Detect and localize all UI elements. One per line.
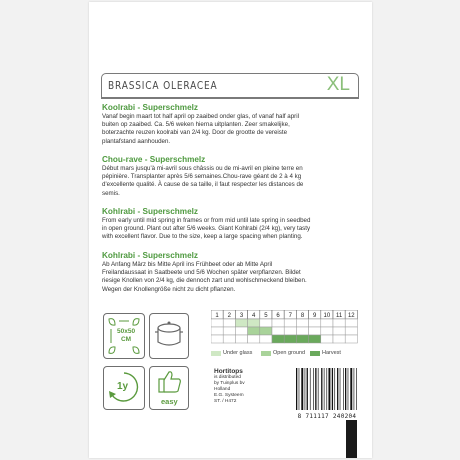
calendar-cell	[333, 335, 345, 343]
calendar-cell	[309, 327, 321, 335]
barcode-bar	[313, 368, 314, 410]
calendar-cell	[321, 327, 333, 335]
calendar-cell	[333, 327, 345, 335]
calendar-cell	[272, 327, 284, 335]
barcode-bar	[340, 368, 341, 410]
calendar-month-label: 2	[227, 313, 231, 319]
calendar-cell	[333, 319, 345, 327]
calendar-month-label: 4	[252, 313, 256, 319]
calendar-cell	[235, 319, 247, 327]
calendar-cell	[272, 335, 284, 343]
barcode-bar	[296, 368, 297, 410]
calendar-cell	[309, 319, 321, 327]
calendar-month-label: 9	[313, 313, 317, 319]
sowing-calendar	[211, 310, 361, 370]
calendar-cell	[248, 335, 260, 343]
lifespan-label: 1y	[117, 381, 129, 392]
section-title: Koolrabi - Superschmelz	[102, 103, 198, 112]
barcode-bar	[301, 368, 303, 410]
section-dutch	[102, 103, 360, 146]
barcode-bar	[348, 368, 349, 410]
calendar-cell	[272, 319, 284, 327]
section-title: Chou-rave - Superschmelz	[102, 155, 206, 164]
calendar-month-label: 5	[264, 313, 268, 319]
pot-icon	[149, 313, 189, 359]
calendar-cell	[345, 335, 357, 343]
legend-open-ground: Open ground	[273, 350, 306, 356]
calendar-cell	[260, 319, 272, 327]
calendar-cell	[321, 335, 333, 343]
calendar-cell	[235, 335, 247, 343]
barcode-bar	[318, 368, 319, 410]
barcode	[294, 368, 360, 420]
calendar-month-label: 6	[276, 313, 280, 319]
barcode-bar	[356, 368, 357, 410]
barcode-bar	[334, 368, 335, 410]
species-name: BRASSICA OLERACEA	[108, 79, 218, 92]
section-german	[102, 251, 360, 294]
calendar-cell	[235, 327, 247, 335]
section-english	[102, 207, 360, 242]
calendar-cell	[284, 319, 296, 327]
calendar-cell	[211, 319, 223, 327]
lifespan-icon	[103, 366, 145, 410]
spacing-icon	[103, 313, 145, 359]
size-badge: XL	[326, 74, 350, 95]
legend-under-glass: Under glass	[223, 350, 253, 356]
calendar-cell	[260, 335, 272, 343]
barcode-bar	[326, 368, 327, 410]
section-body: Vanaf begin maart tot half april op zaaibed onder glas, of vanaf half april buiten op zaaibed. Ca. 5/6 weken hierna uitplanten. Zeer smakelijke, boterzachte reuzen koolrabi van 2/4 kg. Door de grootte de vereiste plantafstand aanhouden.	[102, 113, 299, 145]
barcode-bar	[307, 368, 308, 410]
calendar-cell	[223, 319, 235, 327]
calendar-cell	[211, 335, 223, 343]
barcode-bar	[299, 368, 300, 410]
calendar-month-label: 3	[239, 313, 244, 319]
barcode-digits: 8 711117 240204	[297, 413, 357, 420]
barcode-bar	[354, 368, 355, 410]
calendar-cell	[284, 327, 296, 335]
barcode-bar	[315, 368, 316, 410]
barcode-bar	[343, 368, 344, 410]
calendar-month-label: 7	[288, 313, 292, 319]
spacing-label: 50x50 CM	[117, 328, 136, 343]
barcode-bar	[310, 368, 311, 410]
barcode-bar	[350, 368, 352, 410]
calendar-cell	[248, 327, 260, 335]
legend-swatch-open-ground	[261, 351, 271, 356]
barcode-bar	[328, 368, 330, 410]
calendar-cell	[284, 335, 296, 343]
calendar-cell	[309, 335, 321, 343]
barcode-bar	[332, 368, 333, 410]
calendar-month-label: 11	[335, 313, 343, 319]
packet-marker	[346, 420, 357, 458]
calendar-cell	[296, 327, 308, 335]
section-body: Début mars jusqu'à mi-avril sous châssis ou de mi-avril en pleine terre en pépinière. Transplanter après 5/6 semaines.Chou-rave géant de 2 à 4 kg d'excellente qualité. À cause de sa taille, il faut respecter les distances de semis.	[102, 165, 304, 197]
barcode-bar	[305, 368, 306, 410]
legend-harvest: Harvest	[322, 350, 341, 356]
calendar-cell	[248, 319, 260, 327]
barcode-bar	[345, 368, 346, 410]
calendar-month-label: 10	[323, 313, 331, 319]
section-body: From early until mid spring in frames or from mid until late spring in seedbed in open ground. Plant out after 5/6 weeks. Giant Kohlrabi (2/4 kg), very tasty with excellent flavor. Due to the size, keep a large spacing when planting.	[102, 217, 311, 241]
calendar-cell	[211, 327, 223, 335]
calendar-month-label: 1	[215, 313, 219, 319]
difficulty-label: easy	[161, 397, 178, 406]
section-body: Ab Anfang März bis Mitte April ins Frühbeet oder ab Mitte April Freilandaussaat in Saatbeete und 5/6 Wochen später verpflanzen. Bildet riesige Knollen von 2/4 kg, die dennoch zart und wohlschmeckend bleiben. Wegen der Knollengröße nicht zu dicht pflanzen.	[102, 261, 307, 293]
section-title: Kohlrabi - Superschmelz	[102, 251, 198, 260]
calendar-cell	[223, 335, 235, 343]
legend-swatch-harvest	[310, 351, 320, 356]
barcode-bar	[321, 368, 322, 410]
calendar-cell	[260, 327, 272, 335]
calendar-cell	[296, 335, 308, 343]
seed-packet-back	[89, 2, 372, 458]
calendar-cell	[345, 319, 357, 327]
barcode-bar	[337, 368, 338, 410]
legend-swatch-under-glass	[211, 351, 221, 356]
barcode-bars	[294, 368, 360, 412]
icons-area	[101, 310, 189, 414]
company-info: Hortitops is distributed by Tuinplus bv Holland E.G. Systeem ST. / H472	[214, 368, 274, 405]
calendar-cell	[345, 327, 357, 335]
section-french	[102, 155, 360, 198]
barcode-bar	[324, 368, 325, 410]
thumbs-up-icon	[149, 366, 189, 410]
calendar-month-label: 12	[347, 313, 355, 319]
calendar-grid	[211, 310, 361, 365]
company-name: Hortitops	[214, 368, 243, 375]
species-header	[101, 73, 359, 99]
calendar-cell	[321, 319, 333, 327]
calendar-cell	[296, 319, 308, 327]
calendar-cell	[223, 327, 235, 335]
calendar-month-label: 8	[300, 313, 305, 319]
section-title: Kohlrabi - Superschmelz	[102, 207, 198, 216]
